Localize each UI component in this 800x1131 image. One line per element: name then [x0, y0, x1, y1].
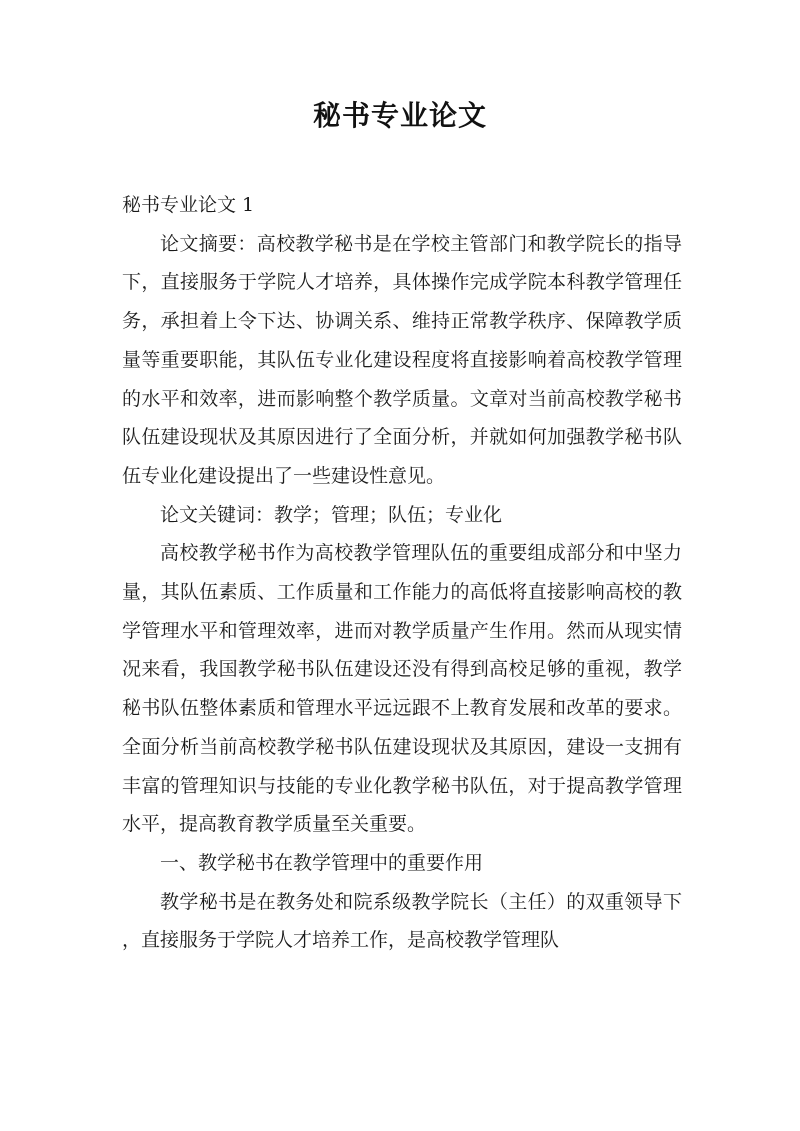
- keywords-paragraph: 论文关键词：教学；管理；队伍；专业化: [160, 503, 503, 526]
- document-title: 秘书专业论文: [312, 99, 487, 132]
- document-body: [122, 186, 682, 960]
- section-heading: 一、教学秘书在教学管理中的重要作用: [160, 851, 484, 874]
- body-paragraph: 教学秘书是在教务处和院系级教学院长（主任）的双重领导下，直接服务于学院人才培养工作，是高校教学管理队: [122, 890, 682, 952]
- section-subtitle: 秘书专业论文 1: [122, 194, 255, 216]
- abstract-paragraph: 论文摘要：高校教学秘书是在学校主管部门和教学院长的指导下，直接服务于学院人才培养，具体操作完成学院本科教学管理任务，承担着上令下达、协调关系、维持正常教学秩序、保障教学质量等重要职能，其队伍专业化建设程度将直接影响着高校教学管理的水平和效率，进而影响整个教学质量。文章对当前高校教学秘书队伍建设现状及其原因进行了全面分析，并就如何加强教学秘书队伍专业化建设提出了一些建设性意见。: [122, 232, 682, 487]
- intro-paragraph: 高校教学秘书作为高校教学管理队伍的重要组成部分和中坚力量，其队伍素质、工作质量和工作能力的高低将直接影响高校的教学管理水平和管理效率，进而对教学质量产生作用。然而从现实情况来看，我国教学秘书队伍建设还没有得到高校足够的重视，教学秘书队伍整体素质和管理水平远远跟不上教育发展和改革的要求。全面分析当前高校教学秘书队伍建设现状及其原因，建设一支拥有丰富的管理知识与技能的专业化教学秘书队伍，对于提高教学管理水平，提高教育教学质量至关重要。: [122, 542, 682, 836]
